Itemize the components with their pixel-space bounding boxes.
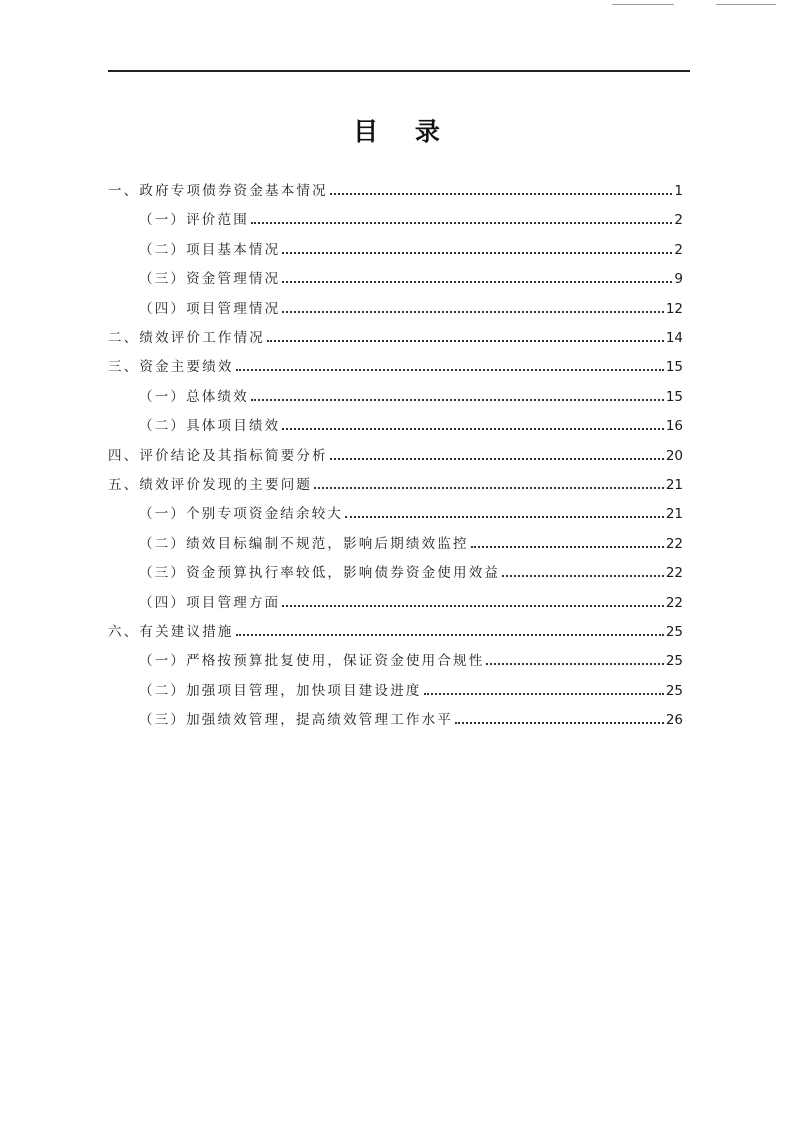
toc-entry bbox=[108, 324, 683, 346]
toc-entry-page-number: 15 bbox=[665, 359, 683, 376]
toc-entry bbox=[139, 412, 683, 434]
toc-entry-page-number: 15 bbox=[665, 388, 683, 405]
toc-entry bbox=[139, 647, 683, 669]
toc-entry bbox=[108, 618, 683, 640]
dot-leader bbox=[282, 252, 672, 254]
toc-entry-label: （二）项目基本情况 bbox=[139, 241, 281, 258]
toc-entry-label: （三）资金预算执行率较低，影响债券资金使用效益 bbox=[139, 565, 501, 582]
toc-entry-page-number: 22 bbox=[665, 565, 683, 582]
toc-entry-page-number: 25 bbox=[665, 653, 683, 670]
toc-entry bbox=[139, 677, 683, 699]
toc-entry-label: 六、有关建议措施 bbox=[108, 624, 234, 640]
dot-leader bbox=[345, 516, 664, 518]
toc-entry-page-number: 22 bbox=[665, 535, 683, 552]
dot-leader bbox=[314, 487, 664, 489]
toc-entry-label: （一）严格按预算批复使用，保证资金使用合规性 bbox=[139, 653, 485, 670]
dot-leader bbox=[282, 281, 672, 283]
dot-leader bbox=[424, 693, 664, 695]
dot-leader bbox=[282, 428, 664, 430]
toc-entry bbox=[108, 442, 683, 464]
toc-entry-page-number: 25 bbox=[665, 682, 683, 699]
toc-entry bbox=[139, 206, 683, 228]
toc-entry bbox=[139, 530, 683, 552]
toc-entry-page-number: 16 bbox=[665, 418, 683, 435]
toc-entry-page-number: 20 bbox=[665, 447, 683, 464]
toc-entry-page-number: 26 bbox=[665, 712, 683, 729]
toc-entry-label: （三）资金管理情况 bbox=[139, 271, 281, 288]
toc-entry bbox=[108, 177, 683, 199]
toc-entry-page-number: 1 bbox=[674, 183, 683, 199]
dot-leader bbox=[330, 193, 673, 195]
toc-entry bbox=[139, 706, 683, 728]
toc-entry-page-number: 2 bbox=[674, 241, 683, 258]
toc-entry-page-number: 25 bbox=[665, 624, 683, 640]
toc-entry-label: （二）具体项目绩效 bbox=[139, 418, 281, 435]
toc-entry-label: （二）加强项目管理，加快项目建设进度 bbox=[139, 682, 422, 699]
toc-entry-label: （三）加强绩效管理，提高绩效管理工作水平 bbox=[139, 712, 453, 729]
toc-entry bbox=[108, 353, 683, 375]
toc-entry-label: （四）项目管理情况 bbox=[139, 300, 281, 317]
dot-leader bbox=[251, 222, 673, 224]
dot-leader bbox=[282, 605, 664, 607]
toc-entry-label: 四、评价结论及其指标简要分析 bbox=[108, 447, 328, 464]
toc-entry-label: （一）总体绩效 bbox=[139, 388, 249, 405]
toc-entry-label: （四）项目管理方面 bbox=[139, 594, 281, 611]
toc-entry-label: 一、政府专项债券资金基本情况 bbox=[108, 183, 328, 199]
toc-entry-label: 三、资金主要绩效 bbox=[108, 359, 234, 376]
dot-leader bbox=[502, 575, 664, 577]
toc-entry bbox=[139, 265, 683, 287]
dot-leader bbox=[267, 340, 664, 342]
toc-entry-page-number: 12 bbox=[665, 300, 683, 317]
toc-entry-page-number: 9 bbox=[674, 271, 683, 288]
toc-entry-page-number: 21 bbox=[665, 506, 683, 523]
dot-leader bbox=[330, 458, 664, 460]
page-title: 目 录 bbox=[353, 117, 454, 146]
toc-entry-page-number: 22 bbox=[665, 594, 683, 611]
dot-leader bbox=[486, 663, 663, 665]
toc-entry bbox=[108, 471, 683, 493]
toc-entry-label: （一）评价范围 bbox=[139, 212, 249, 229]
toc-entry bbox=[139, 383, 683, 405]
toc-entry bbox=[139, 559, 683, 581]
dot-leader bbox=[236, 634, 664, 636]
dot-leader bbox=[455, 722, 664, 724]
dot-leader bbox=[251, 399, 664, 401]
dot-leader bbox=[236, 369, 664, 371]
dot-leader bbox=[282, 311, 664, 313]
toc-entry bbox=[139, 589, 683, 611]
dot-leader bbox=[471, 546, 664, 548]
toc-entry-label: 五、绩效评价发现的主要问题 bbox=[108, 477, 313, 493]
toc-entry bbox=[139, 500, 683, 522]
toc-entry bbox=[139, 295, 683, 317]
toc-entry-page-number: 2 bbox=[674, 212, 683, 229]
toc-entry-page-number: 14 bbox=[665, 330, 683, 346]
toc-entry-page-number: 21 bbox=[665, 477, 683, 493]
toc-entry-label: （二）绩效目标编制不规范，影响后期绩效监控 bbox=[139, 535, 469, 552]
toc-entry-label: （一）个别专项资金结余较大 bbox=[139, 506, 344, 523]
toc-entry bbox=[139, 236, 683, 258]
toc-entry-label: 二、绩效评价工作情况 bbox=[108, 330, 265, 346]
